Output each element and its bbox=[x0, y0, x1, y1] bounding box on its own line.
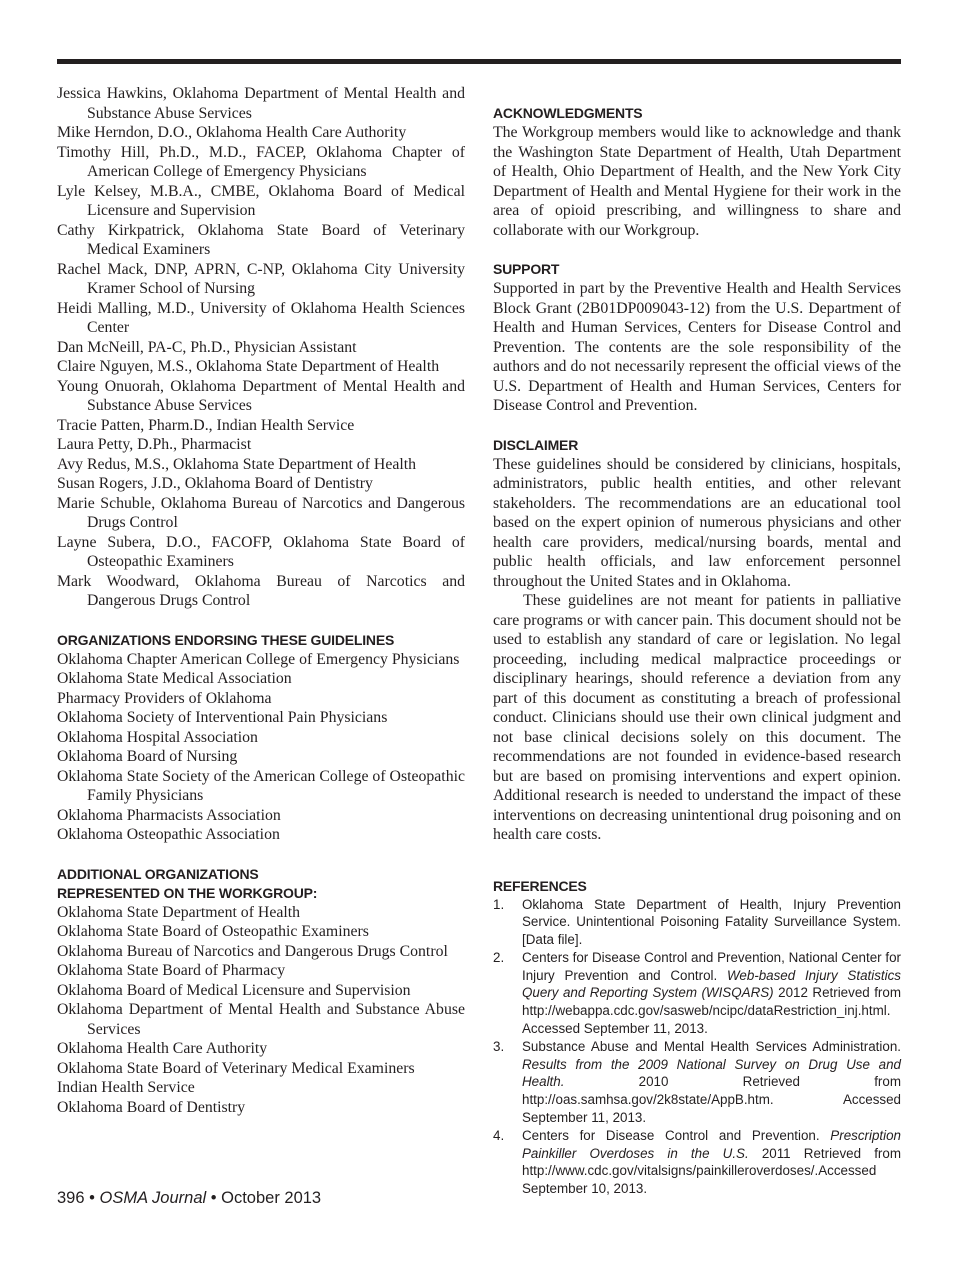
member-entry: Dan McNeill, PA-C, Ph.D., Physician Assistant bbox=[57, 338, 357, 356]
additional-item: Indian Health Service bbox=[57, 1079, 195, 1096]
endorsing-heading: ORGANIZATIONS ENDORSING THESE GUIDELINES bbox=[57, 631, 395, 648]
right-column bbox=[493, 104, 901, 1198]
member-entry: Young Onuorah, Oklahoma Department of Mental Health and Substance Abuse Services bbox=[57, 377, 465, 414]
reference-text: Centers for Disease Control and Prevention. bbox=[522, 1127, 831, 1143]
references-list bbox=[493, 896, 901, 1199]
reference-title: Prescription Painkiller Overdoses in the U.S. bbox=[522, 1127, 901, 1161]
support-text: Supported in part by the Preventive Health and Health Services Block Grant (2B01DP009043-12) from the U.S. Department of Health and Human Services, Centers for Disease Control and Prevention. The contents are the sole responsibility of the authors and do not necessarily represent the official views of the U.S. Department of Health and Human Services, Centers for Disease Control and Prevention. bbox=[493, 280, 901, 414]
member-entry: Rachel Mack, DNP, APRN, C-NP, Oklahoma City University Kramer School of Nursing bbox=[57, 260, 465, 297]
support-heading: SUPPORT bbox=[493, 261, 560, 277]
member-entry: Laura Petty, D.Ph., Pharmacist bbox=[57, 436, 252, 453]
reference-text: Substance Abuse and Mental Health Services Administration. bbox=[522, 1038, 901, 1054]
additional-item: Oklahoma Health Care Authority bbox=[57, 1040, 268, 1057]
endorsing-item: Oklahoma Pharmacists Association bbox=[57, 806, 281, 824]
member-entry: Lyle Kelsey, M.B.A., CMBE, Oklahoma Board of Medical Licensure and Supervision bbox=[57, 182, 465, 219]
reference-title: Results from the 2009 National Survey on Drug Use and Health. bbox=[522, 1056, 901, 1090]
page-number: 396 bbox=[57, 1189, 85, 1207]
reference-text-tail: 2011 Retrieved from http://www.cdc.gov/vitalsigns/painkilleroverdoses/.Accessed September 10, 2013. bbox=[522, 1145, 901, 1197]
reference-item bbox=[493, 949, 901, 1038]
additional-item: Oklahoma State Board of Osteopathic Examiners bbox=[57, 923, 369, 940]
member-entry: Mark Woodward, Oklahoma Bureau of Narcotics and Dangerous Drugs Control bbox=[57, 572, 465, 609]
acknowledgments-text: The Workgroup members would like to acknowledge and thank the Washington State Department of Health, Utah Department of Health, Ohio Department of Health, and the New York City Department of Health and Mental Hygiene for their work in the area of opioid prescribing, and willingness to share and collaborate with our Workgroup. bbox=[493, 124, 901, 239]
reference-number: 1. bbox=[493, 896, 505, 912]
additional-orgs-list bbox=[57, 903, 465, 1118]
member-entry: Layne Subera, D.O., FACOFP, Oklahoma State Board of Osteopathic Examiners bbox=[57, 533, 465, 570]
reference-text-tail: 2012 Retrieved from http://webappa.cdc.gov/sasweb/ncipc/dataRestriction_inj.html. Accessed September 11, 2013. bbox=[522, 985, 901, 1037]
member-entry: Marie Schuble, Oklahoma Bureau of Narcotics and Dangerous Drugs Control bbox=[57, 494, 465, 531]
member-entry: Claire Nguyen, M.S., Oklahoma State Department of Health bbox=[57, 358, 440, 375]
issue-date: October 2013 bbox=[221, 1189, 322, 1207]
endorsing-item: Oklahoma Society of Interventional Pain Physicians bbox=[57, 709, 388, 726]
member-entry: Timothy Hill, Ph.D., M.D., FACEP, Oklahoma Chapter of American College of Emergency Physicians bbox=[57, 143, 465, 180]
endorsing-item: Oklahoma Osteopathic Association bbox=[57, 826, 280, 843]
references-heading: REFERENCES bbox=[493, 877, 587, 894]
additional-item: Oklahoma Board of Medical Licensure and Supervision bbox=[57, 981, 411, 999]
additional-item: Oklahoma Department of Mental Health and Substance Abuse Services bbox=[57, 1001, 465, 1038]
additional-item: Oklahoma Bureau of Narcotics and Dangerous Drugs Control bbox=[57, 942, 448, 960]
reference-number: 3. bbox=[493, 1038, 505, 1054]
journal-name: OSMA Journal bbox=[99, 1189, 207, 1207]
member-entry: Tracie Patten, Pharm.D., Indian Health Service bbox=[57, 416, 355, 434]
reference-text: Oklahoma State Department of Health, Injury Prevention Service. Unintentional Poisoning Fatality Surveillance System. [Data file]. bbox=[522, 896, 901, 948]
footer-separator: • bbox=[84, 1189, 100, 1207]
member-entry: Susan Rogers, J.D., Oklahoma Board of Dentistry bbox=[57, 475, 373, 492]
footer-separator: • bbox=[206, 1189, 222, 1207]
reference-number: 2. bbox=[493, 949, 505, 965]
endorsing-item: Oklahoma State Medical Association bbox=[57, 670, 292, 687]
reference-number: 4. bbox=[493, 1127, 505, 1143]
disclaimer-heading: DISCLAIMER bbox=[493, 436, 579, 453]
endorsing-item: Pharmacy Providers of Oklahoma bbox=[57, 689, 272, 707]
member-entry: Heidi Malling, M.D., University of Oklahoma Health Sciences Center bbox=[57, 299, 465, 336]
member-entry: Avy Redus, M.S., Oklahoma State Department of Health bbox=[57, 455, 417, 473]
additional-heading-line2: REPRESENTED ON THE WORKGROUP: bbox=[57, 884, 318, 901]
disclaimer-paragraph-1: These guidelines should be considered by clinicians, hospitals, administrators, public health entities, and other relevant stakeholders. The recommendations are an educational tool based on the expert opinion of numerous physicians and other health care providers, medical/nursing boards, mental and public health officials, and law enforcement personnel throughout the United States and in Oklahoma. bbox=[493, 455, 901, 590]
additional-item: Oklahoma State Board of Pharmacy bbox=[57, 962, 286, 979]
endorsing-item: Oklahoma Board of Nursing bbox=[57, 748, 238, 765]
reference-item bbox=[493, 1038, 901, 1127]
reference-item bbox=[493, 1127, 901, 1198]
reference-title: Web-based Injury Statistics Query and Reporting System (WISQARS) bbox=[522, 967, 902, 1001]
additional-item: Oklahoma State Department of Health bbox=[57, 903, 301, 921]
endorsing-item: Oklahoma State Society of the American College of Osteopathic Family Physicians bbox=[57, 767, 465, 804]
disclaimer-paragraph-2: These guidelines are not meant for patients in palliative care programs or with cancer pain. This document should not be used to establish any standard of care or legislation. No legal proceeding, including medical malpractice proceedings or disciplinary hearings, should reference a deviation from any part of this document as constituting a breach of professional conduct. Clinicians should use their own clinical judgment and not base clinical decisions solely on this document. The recommendations are not founded in evidence-based research but are based on promising interventions and expert opinion. Additional research is needed to understand the impact of these interventions on decreasing unintentional drug poisoning and on health care costs. bbox=[493, 592, 901, 843]
endorsing-list bbox=[57, 650, 465, 845]
endorsing-item: Oklahoma Chapter American College of Emergency Physicians bbox=[57, 650, 460, 668]
reference-item bbox=[493, 896, 901, 949]
page-footer bbox=[57, 1189, 321, 1208]
reference-text-tail: 2010 Retrieved from http://oas.samhsa.gov/2k8state/AppB.htm. Accessed September 11, 2013. bbox=[522, 1074, 901, 1126]
additional-item: Oklahoma State Board of Veterinary Medical Examiners bbox=[57, 1059, 415, 1077]
left-column bbox=[57, 84, 465, 1117]
additional-item: Oklahoma Board of Dentistry bbox=[57, 1098, 246, 1116]
member-entry: Mike Herndon, D.O., Oklahoma Health Care Authority bbox=[57, 124, 407, 141]
top-rule bbox=[57, 59, 901, 64]
endorsing-item: Oklahoma Hospital Association bbox=[57, 728, 258, 746]
member-entry: Jessica Hawkins, Oklahoma Department of Mental Health and Substance Abuse Services bbox=[57, 85, 465, 122]
workgroup-members-list bbox=[57, 84, 465, 611]
reference-text: Centers for Disease Control and Prevention, National Center for Injury Prevention and Control. bbox=[522, 949, 901, 983]
member-entry: Cathy Kirkpatrick, Oklahoma State Board of Veterinary Medical Examiners bbox=[57, 221, 465, 258]
acknowledgments-heading: ACKNOWLEDGMENTS bbox=[493, 105, 643, 121]
additional-heading-line1: ADDITIONAL ORGANIZATIONS bbox=[57, 865, 259, 882]
additional-orgs-heading bbox=[57, 865, 465, 903]
